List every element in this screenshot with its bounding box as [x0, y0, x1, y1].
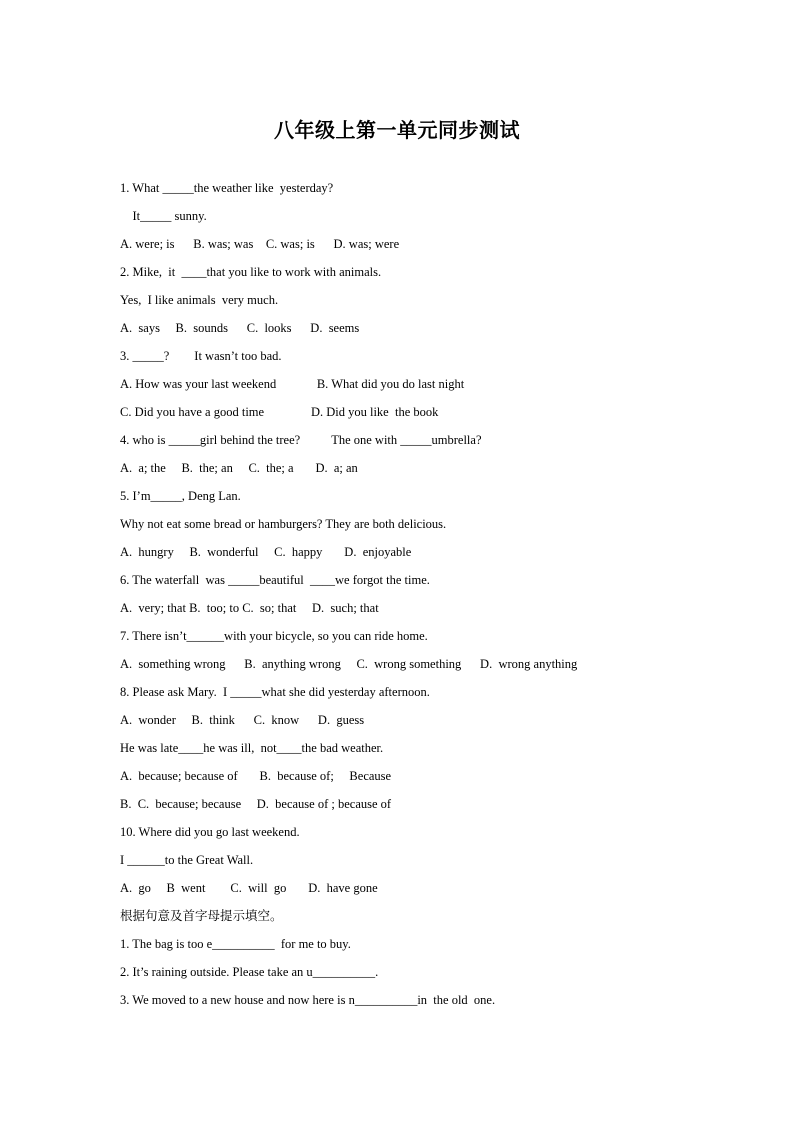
question-9-options-a: A. because; because of B. because of; Because: [120, 769, 392, 783]
question-8-line: 8. Please ask Mary. I _____what she did yesterday afternoon.: [120, 685, 430, 699]
question-3-options-ab: A. How was your last weekend B. What did you do last night: [120, 377, 465, 391]
question-1-answer-line: It_____ sunny.: [120, 209, 207, 223]
question-9-line: He was late____he was ill, not____the bad weather.: [120, 741, 384, 755]
document-body: [120, 178, 760, 1018]
fill-in-2-line: 2. It’s raining outside. Please take an u__________.: [120, 965, 379, 979]
question-2-options: A. says B. sounds C. looks D. seems: [120, 321, 360, 335]
question-9-options-b: B. C. because; because D. because of ; because of: [120, 797, 392, 811]
question-10-reply-line: I ______to the Great Wall.: [120, 853, 254, 867]
question-2-line: 2. Mike, it ____that you like to work with animals.: [120, 265, 382, 279]
question-8-options: A. wonder B. think C. know D. guess: [120, 713, 365, 727]
question-4-line: 4. who is _____girl behind the tree? The one with _____umbrella?: [120, 433, 482, 447]
question-2-reply-line: Yes, I like animals very much.: [120, 293, 279, 307]
question-1-line: 1. What _____the weather like yesterday?: [120, 181, 334, 195]
question-6-line: 6. The waterfall was _____beautiful ____we forgot the time.: [120, 573, 430, 587]
question-7-options: A. something wrong B. anything wrong C. wrong something D. wrong anything: [120, 657, 578, 671]
question-5-options: A. hungry B. wonderful C. happy D. enjoyable: [120, 545, 412, 559]
section-heading-fill-in: 根据句意及首字母提示填空。: [120, 908, 283, 923]
question-3-line: 3. _____? It wasn’t too bad.: [120, 349, 282, 363]
question-5-line: 5. I’m_____, Deng Lan.: [120, 489, 241, 503]
question-1-options: A. were; is B. was; was C. was; is D. was; were: [120, 237, 400, 251]
fill-in-3-line: 3. We moved to a new house and now here is n__________in the old one.: [120, 993, 496, 1007]
question-6-options: A. very; that B. too; to C. so; that D. such; that: [120, 601, 379, 615]
question-10-line: 10. Where did you go last weekend.: [120, 825, 300, 839]
question-10-options: A. go B went C. will go D. have gone: [120, 881, 378, 895]
question-5-reply-line: Why not eat some bread or hamburgers? They are both delicious.: [120, 517, 447, 531]
question-3-options-cd: C. Did you have a good time D. Did you like the book: [120, 405, 439, 419]
fill-in-1-line: 1. The bag is too e__________ for me to buy.: [120, 937, 351, 951]
question-7-line: 7. There isn’t______with your bicycle, so you can ride home.: [120, 629, 428, 643]
question-4-options: A. a; the B. the; an C. the; a D. a; an: [120, 461, 358, 475]
page-title: 八年级上第一单元同步测试: [274, 118, 520, 142]
